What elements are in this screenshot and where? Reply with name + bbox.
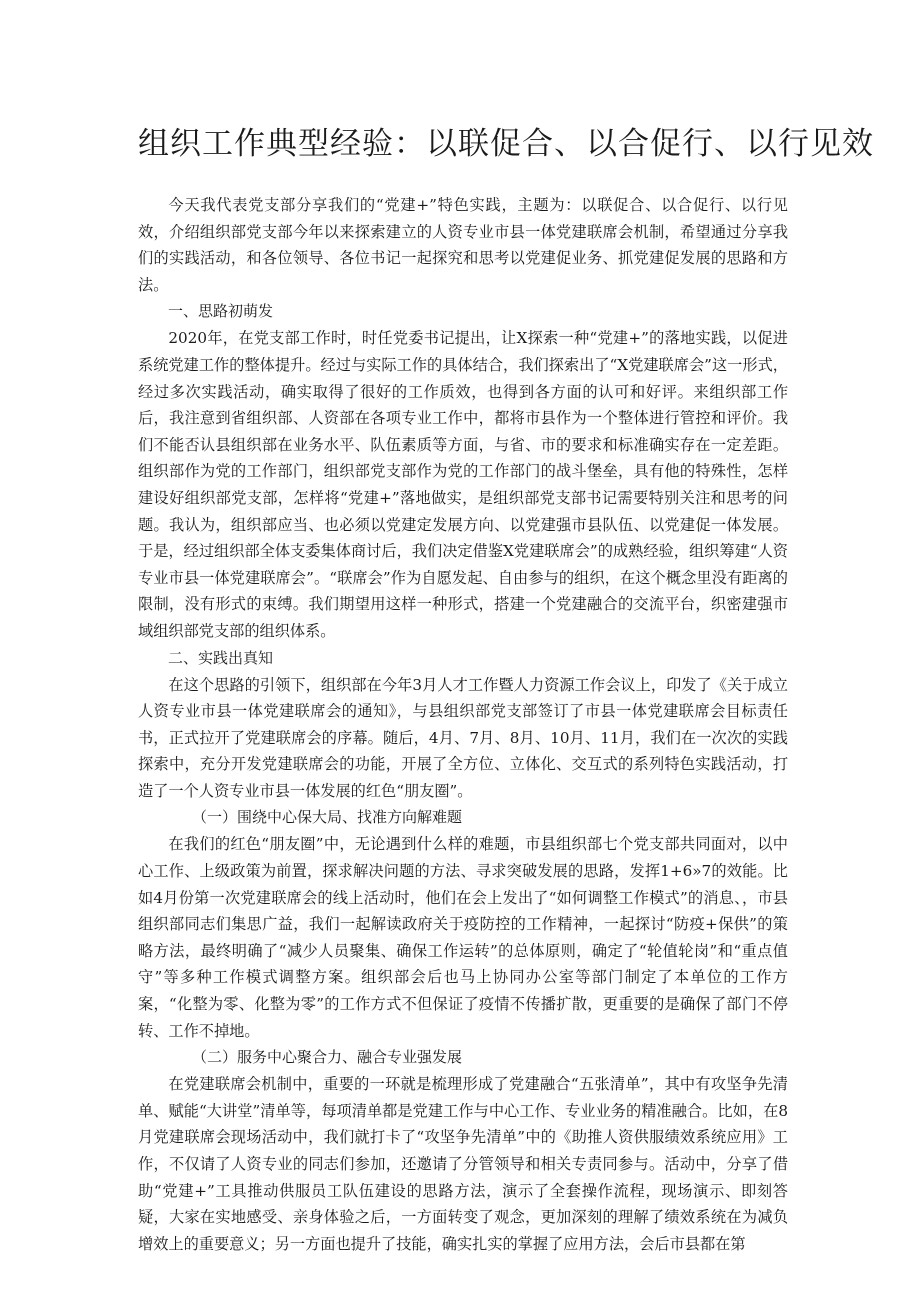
section-heading-1: 一、思路初萌发 [168,302,274,321]
section-1-paragraph: 2020年，在党支部工作时，时任党委书记提出，让X探索一种“党建+”的落地实践，以促进系统党建工作的整体提升。经过与实际工作的具体结合，我们探索出了“X党建联席会”这一形式，经过多次实践活动，确实取得了很好的工作质效，也得到各方面的认可和好评。来组织部工作后，我注意到省组织部、人资部在各项专业工作中，都将市县作为一个整体进行管控和评价。我们不能否认县组织部在业务水平、队伍素质等方面，与省、市的要求和标准确实存在一定差距。组织部作为党的工作部门，组织部党支部作为党的工作部门的战斗堡垒，具有他的特殊性，怎样建设好组织部党支部，怎样将“党建+”落地做实，是组织部党支部书记需要特别关注和思考的问题。我认为，组织部应当、也必须以党建定发展方向、以党建强市县队伍、以党建促一体发展。于是，经过组织部全体支委集体商讨后，我们决定借鉴X党建联席会”的成熟经验，组织筹建“人资专业市县一体党建联席会”。“联席会”作为自愿发起、自由参与的组织，在这个概念里没有距离的限制，没有形式的束缚。我们期望用这样一种形式，搭建一个党建融合的交流平台，织密建强市域组织部党支部的组织体系。 [138,329,788,640]
subsection-1-paragraph: 在我们的红色“朋友圈”中，无论遇到什么样的难题，市县组织部七个党支部共同面对，以中心工作、上级政策为前置，探求解决问题的方法、寻求突破发展的思路，发挥1+6»7的效能。比如4月份第一次党建联席会的线上活动时，他们在会上发出了“如何调整工作模式”的消息、，市县组织部同志们集思广益，我们一起解读政府关于疫防控的工作精神，一起探讨“防疫+保供”的策略方法，最终明确了“减少人员聚集、确保工作运转”的总体原则，确定了“轮值轮岗”和“重点值守”等多种工作模式调整方案。组织部会后也马上协同办公室等部门制定了本单位的工作方案，“化整为零、化整为零”的工作方式不但保证了疫情不传播扩散，更重要的是确保了部门不停转、工作不掉地。 [138,835,788,1040]
document-title: 组织工作典型经验：以联促合、以合促行、以行见效 [138,126,874,162]
section-2-paragraph: 在这个思路的引领下，组织部在今年3月人才工作暨人力资源工作会议上，印发了《关于成立人资专业市县一体党建联席会的通知》，与县组织部党支部签订了市县一体党建联席会目标责任书，正式拉开了党建联席会的序幕。随后，4月、7月、8月、10月、11月，我们在一次次的实践探索中，充分开发党建联席会的功能，开展了全方位、立体化、交互式的系列特色实践活动，打造了一个人资专业市县一体发展的红色“朋友圈”。 [138,675,788,800]
section-heading-2: 二、实践出真知 [168,648,274,667]
intro-paragraph: 今天我代表党支部分享我们的“党建+”特色实践，主题为：以联促合、以合促行、以行见效，介绍组织部党支部今年以来探索建立的人资专业市县一体党建联席会机制，希望通过分享我们的实践活动，和各位领导、各位书记一起探究和思考以党建促业务、抓党建促发展的思路和方法。 [138,196,788,294]
subsection-2-paragraph: 在党建联席会机制中，重要的一环就是梳理形成了党建融合“五张清单”，其中有攻坚争先清单、赋能“大讲堂”清单等，每项清单都是党建工作与中心工作、专业业务的精准融合。比如，在8月党建联席会现场活动中，我们就打卡了“攻坚争先清单”中的《助推人资供服绩效系统应用》工作，不仅请了人资专业的同志们参加，还邀请了分管领导和相关专责同参与。活动中，分享了借助“党建+”工具推动供服员工队伍建设的思路方法，演示了全套操作流程，现场演示、即刻答疑，大家在实地感受、亲身体验之后，一方面转变了观念，更加深刻的理解了绩效系统在为减负增效上的重要意义；另一方面也提升了技能，确实扎实的掌握了应用方法，会后市县都在第 [138,1075,788,1253]
subsection-heading-1: （一）围绕中心保大局、找准方向解难题 [192,808,463,827]
subsection-heading-2: （二）服务中心聚合力、融合专业强发展 [192,1048,463,1067]
